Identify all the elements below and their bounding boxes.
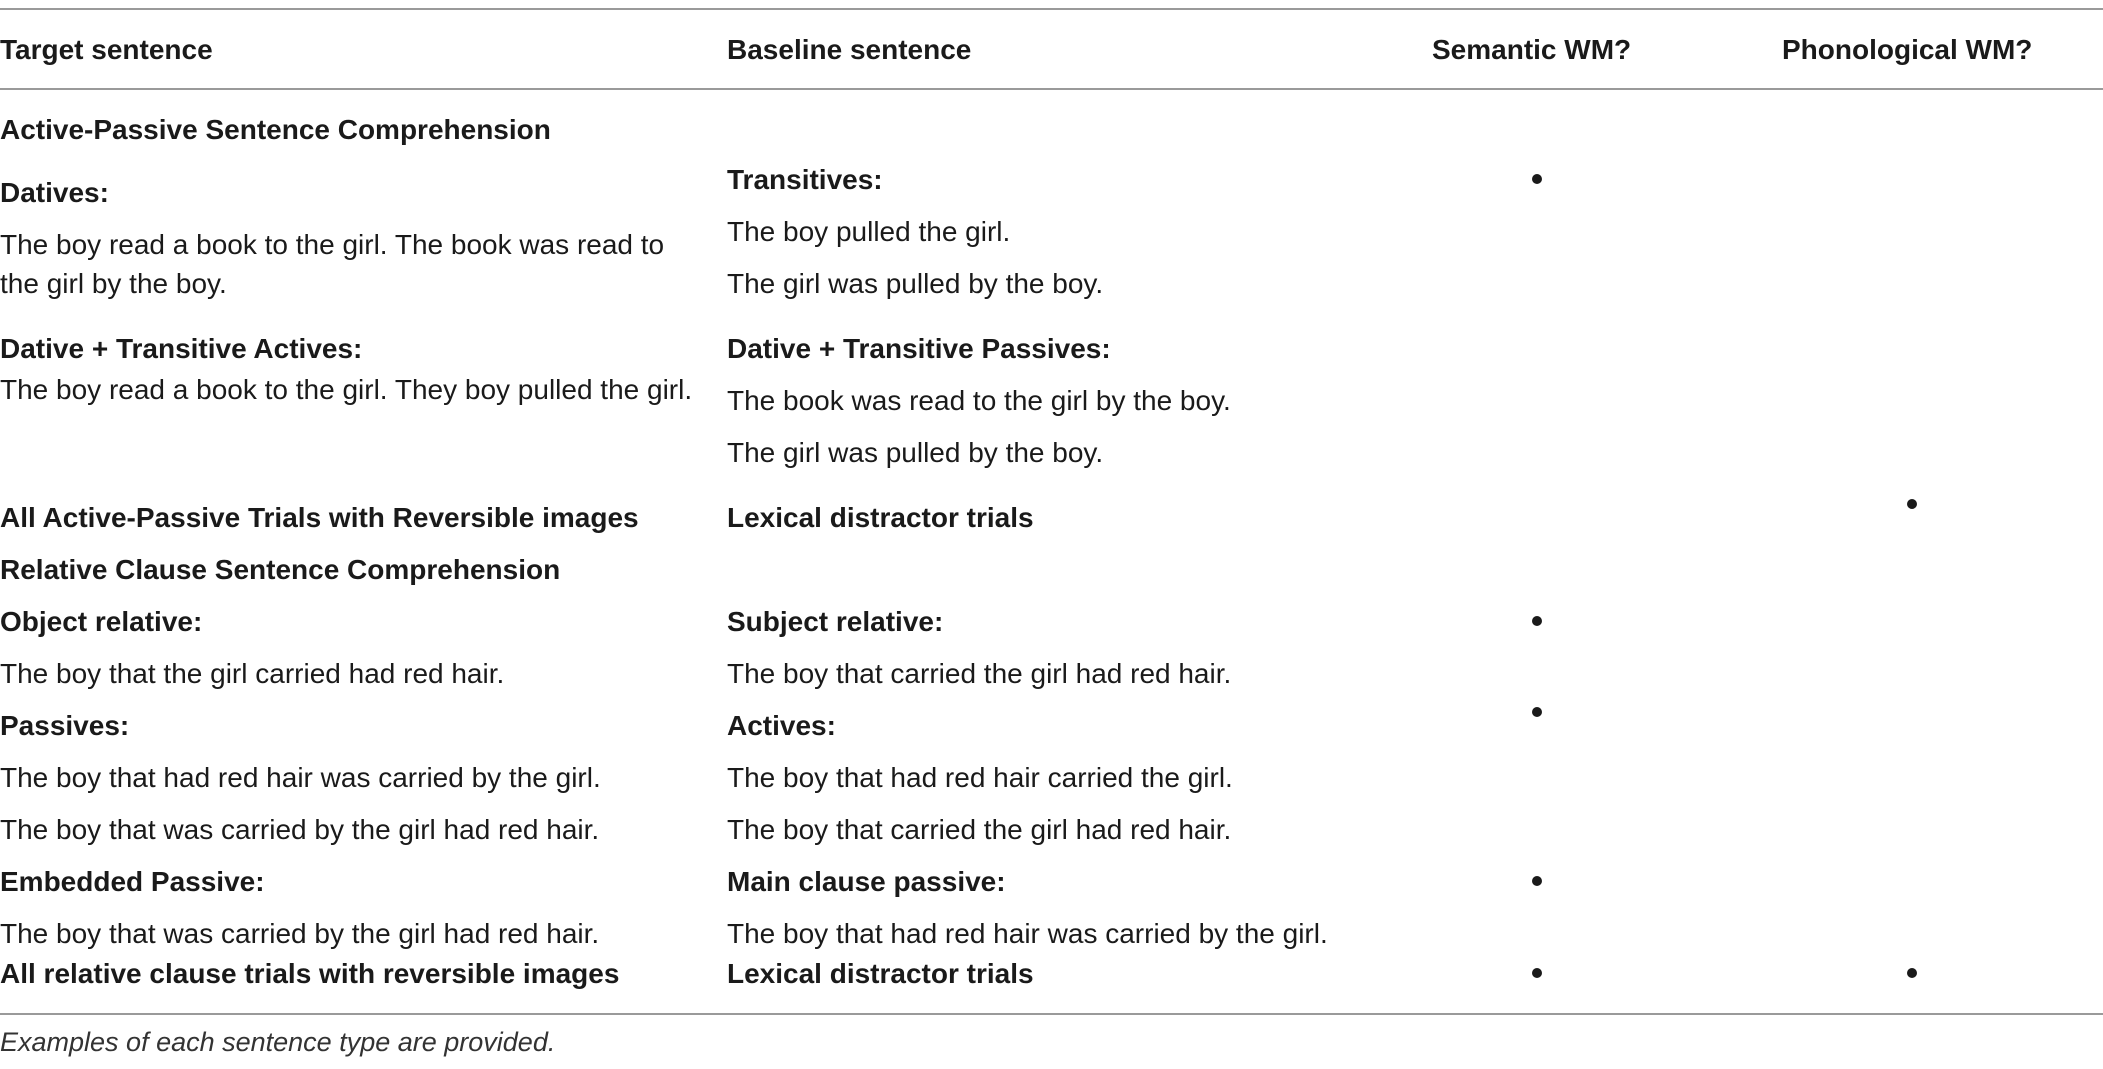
header-phonological: Phonological WM? [1782, 34, 2033, 65]
subject-relative-example: The boy that carried the girl had red hair. [727, 658, 1232, 689]
passives-example-line2: The boy that was carried by the girl had red hair. [0, 814, 600, 845]
dative-transitive-passives-label: Dative + Transitive Passives: [727, 333, 1111, 364]
dative-transitive-actives-label: Dative + Transitive Actives: [0, 333, 363, 364]
dative-transitive-passives-example-line1: The book was read to the girl by the boy. [727, 385, 1231, 416]
header-baseline: Baseline sentence [727, 34, 972, 65]
object-relative-label: Object relative: [0, 606, 203, 637]
all-active-passive-label: All Active-Passive Trials with Reversible images [0, 502, 639, 533]
embedded-passive-label: Embedded Passive: [0, 866, 265, 897]
section-active-passive: Active-Passive Sentence Comprehension [0, 114, 551, 145]
embedded-passive-semantic-bullet [1532, 876, 1542, 886]
all-active-passive-phonological-bullet [1907, 499, 1917, 509]
all-relative-clause-label: All relative clause trials with reversible images [0, 958, 620, 989]
object-relative-example: The boy that the girl carried had red hair. [0, 658, 505, 689]
datives-label: Datives: [0, 177, 109, 208]
section-relative-clause: Relative Clause Sentence Comprehension [0, 554, 561, 585]
datives-semantic-bullet [1532, 174, 1542, 184]
dative-transitive-passives-example-line2: The girl was pulled by the boy. [727, 437, 1104, 468]
object-relative-semantic-bullet [1532, 616, 1542, 626]
table-footnote: Examples of each sentence type are provided. [0, 1027, 556, 1057]
actives-label: Actives: [727, 710, 836, 741]
actives-example-line1: The boy that had red hair carried the girl. [727, 762, 1233, 793]
dative-transitive-actives-example: The boy read a book to the girl. They boy pulled the girl. [0, 374, 693, 405]
header-rule [0, 88, 2103, 90]
embedded-passive-example: The boy that was carried by the girl had red hair. [0, 918, 600, 949]
datives-example-line2: the girl by the boy. [0, 268, 227, 299]
actives-example-line2: The boy that carried the girl had red hair. [727, 814, 1232, 845]
top-rule [0, 8, 2103, 10]
subject-relative-label: Subject relative: [727, 606, 944, 637]
all-relative-phonological-bullet [1907, 968, 1917, 978]
passives-label: Passives: [0, 710, 130, 741]
transitives-example-line1: The boy pulled the girl. [727, 216, 1011, 247]
lexical-distractor-label-2: Lexical distractor trials [727, 958, 1034, 989]
passives-semantic-bullet [1532, 707, 1542, 717]
datives-example-line1: The boy read a book to the girl. The book was read to [0, 229, 665, 260]
transitives-example-line2: The girl was pulled by the boy. [727, 268, 1104, 299]
header-semantic: Semantic WM? [1432, 34, 1632, 65]
passives-example-line1: The boy that had red hair was carried by the girl. [0, 762, 601, 793]
all-relative-semantic-bullet [1532, 968, 1542, 978]
transitives-label: Transitives: [727, 164, 883, 195]
main-clause-passive-example: The boy that had red hair was carried by the girl. [727, 918, 1328, 949]
header-target: Target sentence [0, 34, 213, 65]
main-clause-passive-label: Main clause passive: [727, 866, 1006, 897]
bottom-rule [0, 1013, 2103, 1015]
lexical-distractor-label-1: Lexical distractor trials [727, 502, 1034, 533]
